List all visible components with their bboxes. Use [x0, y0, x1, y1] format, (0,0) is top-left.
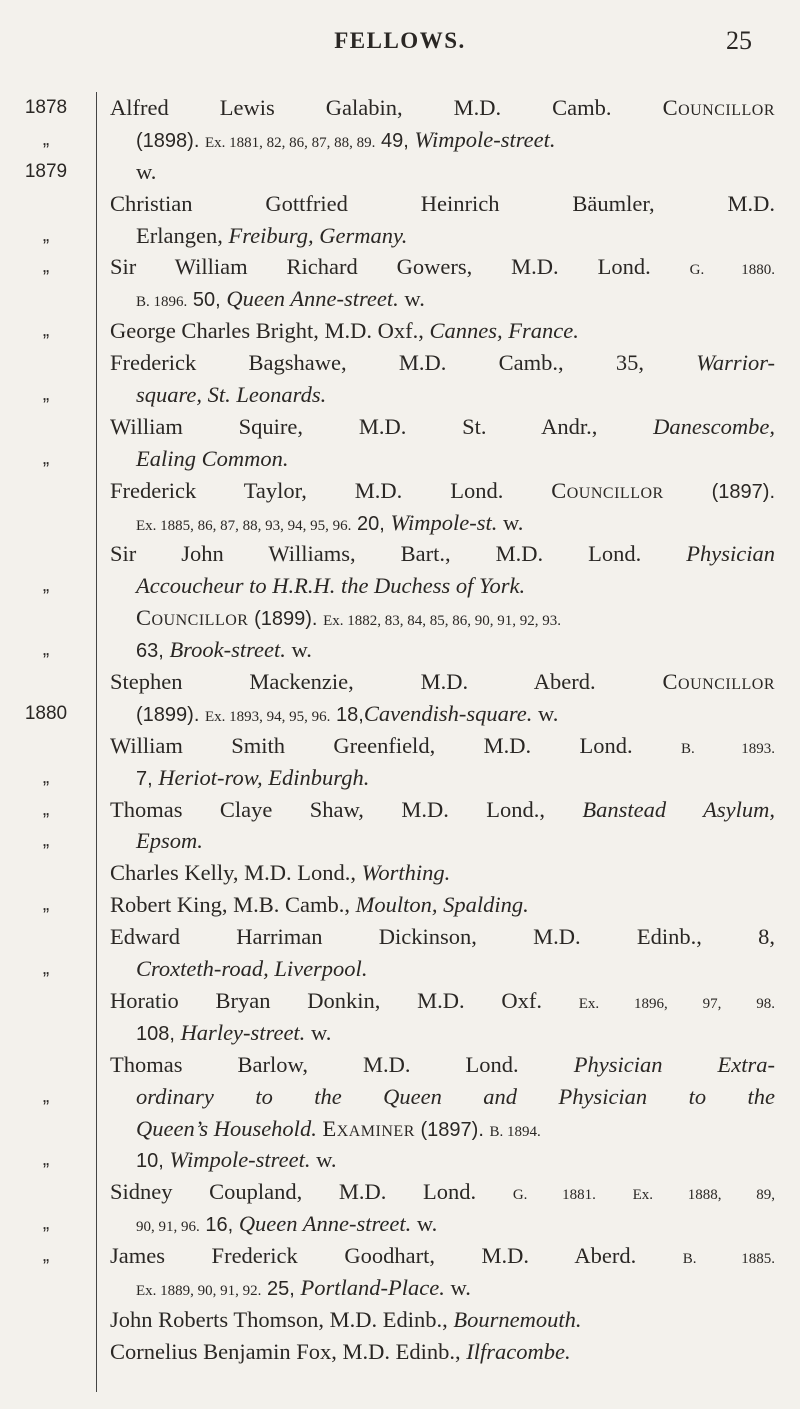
list-item: Thomas Claye Shaw, M.D. Lond., Banstead Asylum, [110, 796, 776, 822]
page-number: 25 [726, 26, 752, 55]
list-item: George Charles Bright, M.D. Oxf., Cannes, France. [110, 318, 579, 344]
list-item: Stephen Mackenzie, M.D. Aberd. Councillor [110, 669, 775, 695]
list-item-continuation: (1899). Ex. 1893, 94, 95, 96. 18,Cavendish-square. w. [136, 700, 559, 726]
list-item: Horatio Bryan Donkin, M.D. Oxf. Ex. 1896, 97, 98. [110, 987, 776, 1013]
list-item: Sir William Richard Gowers, M.D. Lond. G. 1880. [110, 254, 775, 280]
year-spacer [0, 985, 92, 1017]
list-item: Frederick Taylor, M.D. Lond. Councillor (1897). [110, 477, 775, 503]
list-item-continuation: Queen’s Household. Examiner (1897). B. 1894. [136, 1115, 541, 1141]
year-label: „ [42, 639, 50, 661]
list-item: William Smith Greenfield, M.D. Lond. B. 1893. [110, 732, 775, 758]
list-item-continuation: B. 1896. 50, Queen Anne-street. w. [136, 286, 425, 312]
list-item-continuation: 10, Wimpole-street. w. [136, 1147, 337, 1173]
year-spacer [0, 1049, 92, 1081]
list-item-continuation: Epsom. [136, 828, 203, 854]
list-item-continuation: Erlangen, Freiburg, Germany. [136, 222, 408, 248]
list-item-continuation: Accoucheur to H.R.H. the Duchess of York. [136, 573, 526, 599]
list-item: Frederick Bagshawe, M.D. Camb., 35, Warrior- [110, 350, 775, 376]
list-item: Alfred Lewis Galabin, M.D. Camb. Councillor [110, 95, 776, 120]
column-rule [96, 92, 97, 1392]
year-spacer [0, 538, 92, 570]
year-spacer [0, 475, 92, 507]
year-label: „ [42, 224, 50, 246]
year-label: „ [42, 830, 50, 852]
year-spacer [0, 347, 92, 379]
list-item-continuation: 108, Harley-street. w. [136, 1019, 332, 1045]
year-label: „ [42, 894, 50, 916]
year-label: „ [42, 1213, 50, 1235]
year-spacer [0, 666, 92, 698]
year-label: „ [42, 256, 50, 278]
year-label: „ [42, 766, 50, 788]
list-item-continuation: Ex. 1885, 86, 87, 88, 93, 94, 95, 96. 20, Wimpole-st. w. [136, 509, 524, 535]
list-item: William Squire, M.D. St. Andr., Danescombe, [110, 413, 775, 439]
year-spacer [0, 602, 92, 634]
list-item-continuation: Ex. 1889, 90, 91, 92. 25, Portland-Place. w. [136, 1274, 471, 1300]
list-item-continuation: 7, Heriot-row, Edinburgh. [136, 764, 370, 790]
list-item: Sir John Williams, Bart., M.D. Lond. Physician [110, 541, 775, 567]
year-label: 1879 [24, 160, 68, 182]
list-item: John Roberts Thomson, M.D. Edinb., Bournemouth. [110, 1306, 582, 1332]
list-item-continuation: Croxteth-road, Liverpool. [136, 956, 368, 982]
list-item: Christian Gottfried Heinrich Bäumler, M.D. [110, 190, 775, 216]
year-column [0, 92, 92, 1272]
year-spacer [0, 730, 92, 762]
running-title: FELLOWS. [334, 28, 466, 53]
list-item-continuation: 90, 91, 96. 16, Queen Anne-street. w. [136, 1211, 438, 1237]
year-spacer [0, 1113, 92, 1145]
list-item-continuation: w. [136, 158, 157, 184]
list-item-continuation: Councillor (1899). Ex. 1882, 83, 84, 85, 86, 90, 91, 92, 93. [136, 605, 561, 631]
fellows-list [110, 92, 775, 1368]
year-label: „ [42, 447, 50, 469]
year-label: „ [42, 1085, 50, 1107]
list-item: Sidney Coupland, M.D. Lond. G. 1881. Ex. 1888, 89, [110, 1179, 776, 1205]
year-label: 1880 [24, 702, 68, 724]
year-label: „ [42, 798, 50, 820]
year-label: „ [42, 575, 50, 597]
year-spacer [0, 921, 92, 953]
list-item: Edward Harriman Dickinson, M.D. Edinb., 8, [110, 924, 775, 950]
list-item: Robert King, M.B. Camb., Moulton, Spalding. [110, 892, 529, 918]
list-item-continuation: (1898). Ex. 1881, 82, 86, 87, 88, 89. 49, Wimpole-street. [136, 126, 556, 152]
list-item: James Frederick Goodhart, M.D. Aberd. B. 1885. [110, 1243, 775, 1269]
year-label: „ [42, 320, 50, 342]
year-label: „ [42, 958, 50, 980]
year-label: „ [42, 1245, 50, 1267]
list-item-continuation: 63, Brook-street. w. [136, 637, 312, 663]
year-label: „ [42, 128, 50, 150]
year-spacer [0, 1176, 92, 1208]
year-spacer [0, 188, 92, 220]
list-item-continuation: square, St. Leonards. [136, 382, 327, 408]
list-item: Cornelius Benjamin Fox, M.D. Edinb., Ilfracombe. [110, 1338, 571, 1364]
year-spacer [0, 857, 92, 889]
list-item: Thomas Barlow, M.D. Lond. Physician Extra- [110, 1051, 775, 1077]
year-spacer [0, 1017, 92, 1049]
year-label: „ [42, 1149, 50, 1171]
list-item: Charles Kelly, M.D. Lond., Worthing. [110, 860, 451, 886]
list-item-continuation: ordinary to the Queen and Physician to the [136, 1083, 775, 1109]
year-spacer [0, 283, 92, 315]
list-item-continuation: Ealing Common. [136, 445, 289, 471]
year-spacer [0, 507, 92, 539]
year-label: „ [42, 384, 50, 406]
year-label: 1878 [24, 97, 68, 118]
year-spacer [0, 411, 92, 443]
